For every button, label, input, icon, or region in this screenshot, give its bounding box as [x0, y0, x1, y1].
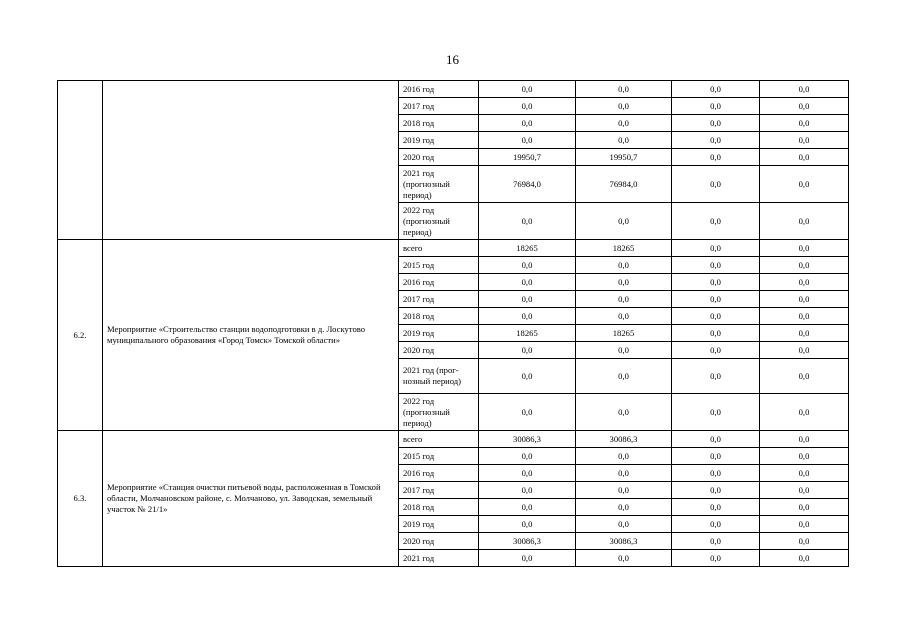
value-cell: 0,0 — [672, 240, 760, 257]
value-cell: 0,0 — [672, 431, 760, 448]
value-cell: 0,0 — [576, 203, 672, 240]
value-cell: 0,0 — [672, 516, 760, 533]
value-cell: 0,0 — [760, 291, 849, 308]
value-cell: 0,0 — [576, 342, 672, 359]
value-cell: 30086,3 — [576, 431, 672, 448]
value-cell: 0,0 — [760, 274, 849, 291]
value-cell: 0,0 — [672, 394, 760, 431]
value-cell: 0,0 — [479, 274, 576, 291]
value-cell: 76984,0 — [479, 166, 576, 203]
value-cell: 0,0 — [576, 550, 672, 567]
value-cell: 0,0 — [672, 325, 760, 342]
value-cell: 0,0 — [576, 516, 672, 533]
value-cell: 0,0 — [479, 448, 576, 465]
year-cell: всего — [399, 431, 479, 448]
value-cell: 0,0 — [576, 308, 672, 325]
value-cell: 0,0 — [760, 499, 849, 516]
item-description: Мероприятие «Строительство станции водоподготовки в д. Лоскутово муниципального образования «Город Томск» Томской области» — [103, 240, 399, 431]
value-cell: 0,0 — [479, 516, 576, 533]
page-number: 16 — [446, 52, 459, 67]
value-cell: 0,0 — [576, 274, 672, 291]
value-cell: 0,0 — [479, 465, 576, 482]
value-cell: 76984,0 — [576, 166, 672, 203]
value-cell: 0,0 — [760, 465, 849, 482]
value-cell: 0,0 — [760, 149, 849, 166]
value-cell: 19950,7 — [479, 149, 576, 166]
year-cell: 2016 год — [399, 274, 479, 291]
value-cell: 0,0 — [576, 482, 672, 499]
value-cell: 0,0 — [760, 533, 849, 550]
value-cell: 0,0 — [576, 465, 672, 482]
value-cell: 0,0 — [760, 325, 849, 342]
year-cell: всего — [399, 240, 479, 257]
value-cell: 0,0 — [479, 482, 576, 499]
item-number: 6.3. — [58, 431, 103, 567]
value-cell: 0,0 — [576, 448, 672, 465]
value-cell: 0,0 — [672, 499, 760, 516]
year-cell: 2018 год — [399, 115, 479, 132]
year-cell: 2018 год — [399, 499, 479, 516]
value-cell: 0,0 — [479, 394, 576, 431]
value-cell: 30086,3 — [479, 431, 576, 448]
year-cell: 2017 год — [399, 291, 479, 308]
value-cell: 0,0 — [672, 359, 760, 394]
value-cell: 0,0 — [672, 81, 760, 98]
value-cell: 0,0 — [672, 115, 760, 132]
value-cell: 19950,7 — [576, 149, 672, 166]
year-cell: 2021 год — [399, 550, 479, 567]
value-cell: 0,0 — [576, 98, 672, 115]
value-cell: 0,0 — [760, 359, 849, 394]
year-cell: 2016 год — [399, 465, 479, 482]
value-cell: 0,0 — [479, 499, 576, 516]
value-cell: 0,0 — [479, 81, 576, 98]
table-row — [58, 240, 849, 257]
value-cell: 0,0 — [760, 98, 849, 115]
value-cell: 30086,3 — [576, 533, 672, 550]
value-cell: 0,0 — [672, 203, 760, 240]
year-cell: 2020 год — [399, 149, 479, 166]
value-cell: 0,0 — [576, 257, 672, 274]
value-cell: 0,0 — [576, 291, 672, 308]
value-cell: 0,0 — [672, 482, 760, 499]
value-cell: 0,0 — [672, 465, 760, 482]
value-cell: 0,0 — [479, 115, 576, 132]
year-cell: 2022 год (прогнозный период) — [399, 203, 479, 240]
year-cell: 2018 год — [399, 308, 479, 325]
value-cell: 18265 — [479, 325, 576, 342]
value-cell: 0,0 — [760, 448, 849, 465]
value-cell: 0,0 — [672, 257, 760, 274]
value-cell: 0,0 — [760, 240, 849, 257]
year-cell: 2020 год — [399, 533, 479, 550]
value-cell: 0,0 — [760, 308, 849, 325]
year-cell: 2020 год — [399, 342, 479, 359]
value-cell: 18265 — [576, 240, 672, 257]
year-cell: 2017 год — [399, 482, 479, 499]
value-cell: 0,0 — [760, 203, 849, 240]
value-cell: 0,0 — [760, 482, 849, 499]
value-cell: 18265 — [576, 325, 672, 342]
value-cell: 0,0 — [672, 308, 760, 325]
value-cell: 0,0 — [760, 550, 849, 567]
value-cell: 0,0 — [576, 394, 672, 431]
year-cell: 2021 год (прогнозный период) — [399, 166, 479, 203]
budget-table — [57, 80, 849, 567]
value-cell: 0,0 — [672, 533, 760, 550]
value-cell: 0,0 — [672, 98, 760, 115]
value-cell: 0,0 — [760, 431, 849, 448]
value-cell: 0,0 — [672, 448, 760, 465]
value-cell: 0,0 — [672, 342, 760, 359]
value-cell: 0,0 — [760, 516, 849, 533]
value-cell: 0,0 — [760, 394, 849, 431]
item-description — [103, 81, 399, 240]
year-cell: 2021 год (прог-нозный период) — [399, 359, 479, 394]
value-cell: 0,0 — [479, 98, 576, 115]
value-cell: 0,0 — [479, 308, 576, 325]
item-description: Мероприятие «Станция очистки питьевой воды, расположенная в Томской области, Молчановском районе, с. Молчаново, ул. Заводская, земельный участок № 21/1» — [103, 431, 399, 567]
value-cell: 0,0 — [576, 81, 672, 98]
value-cell: 0,0 — [479, 257, 576, 274]
year-cell: 2019 год — [399, 132, 479, 149]
year-cell: 2019 год — [399, 325, 479, 342]
table-row — [58, 81, 849, 98]
value-cell: 0,0 — [576, 115, 672, 132]
year-cell: 2022 год (прогнозный период) — [399, 394, 479, 431]
value-cell: 0,0 — [760, 257, 849, 274]
value-cell: 0,0 — [672, 291, 760, 308]
year-cell: 2015 год — [399, 257, 479, 274]
value-cell: 0,0 — [479, 132, 576, 149]
value-cell: 0,0 — [672, 274, 760, 291]
value-cell: 0,0 — [576, 499, 672, 516]
value-cell: 30086,3 — [479, 533, 576, 550]
value-cell: 0,0 — [672, 132, 760, 149]
year-cell: 2017 год — [399, 98, 479, 115]
value-cell: 0,0 — [672, 550, 760, 567]
year-cell: 2015 год — [399, 448, 479, 465]
value-cell: 18265 — [479, 240, 576, 257]
table-row — [58, 431, 849, 448]
value-cell: 0,0 — [672, 166, 760, 203]
value-cell: 0,0 — [760, 166, 849, 203]
value-cell: 0,0 — [760, 342, 849, 359]
value-cell: 0,0 — [576, 359, 672, 394]
item-number — [58, 81, 103, 240]
value-cell: 0,0 — [672, 149, 760, 166]
year-cell: 2016 год — [399, 81, 479, 98]
value-cell: 0,0 — [479, 359, 576, 394]
value-cell: 0,0 — [760, 115, 849, 132]
value-cell: 0,0 — [576, 132, 672, 149]
value-cell: 0,0 — [479, 550, 576, 567]
value-cell: 0,0 — [479, 342, 576, 359]
item-number: 6.2. — [58, 240, 103, 431]
value-cell: 0,0 — [479, 291, 576, 308]
value-cell: 0,0 — [760, 132, 849, 149]
value-cell: 0,0 — [760, 81, 849, 98]
value-cell: 0,0 — [479, 203, 576, 240]
year-cell: 2019 год — [399, 516, 479, 533]
